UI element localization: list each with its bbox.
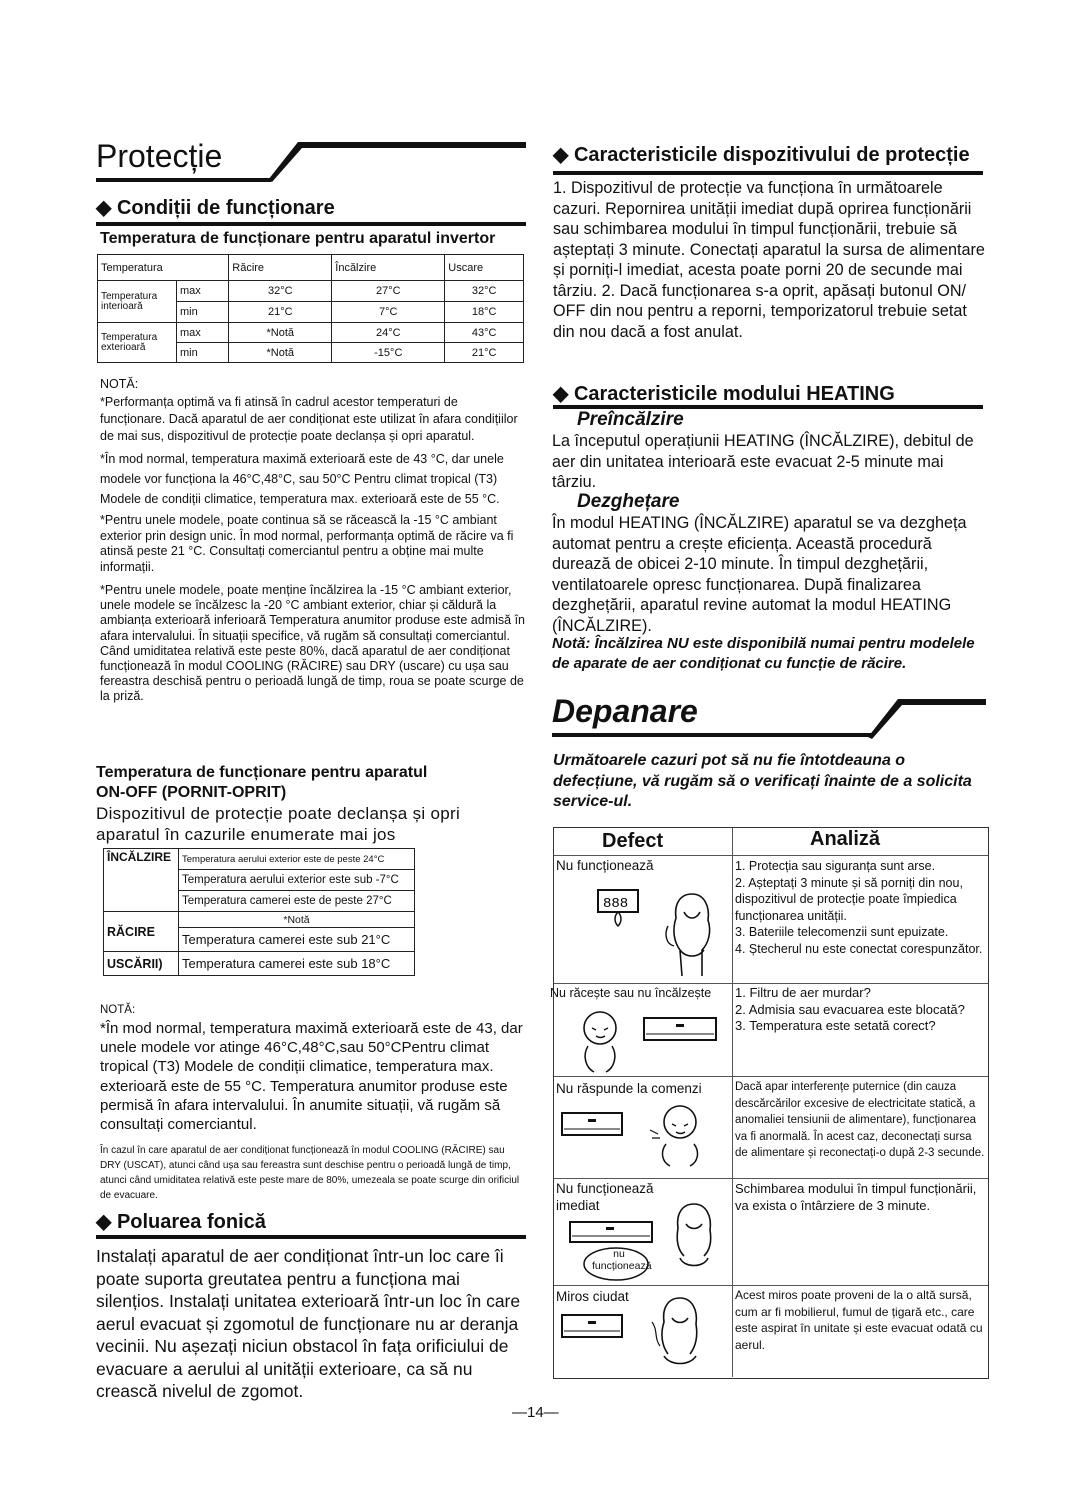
table-cell: max	[177, 281, 229, 302]
analysis-cell: 1. Filtru de aer murdar? 2. Admisia sau evacuarea este blocată? 3. Temperatura este setată corect?	[735, 985, 965, 1033]
onoff-heading-2: ON-OFF (PORNIT-OPRIT)	[96, 784, 287, 801]
person-with-remote-illustration	[644, 1100, 714, 1170]
table-cell: 18°C	[445, 302, 524, 323]
noise-text: Instalați aparatul de aer condiționat într-un loc care îi poate suporta greutatea pentru a funcționa mai silențios. Instalați unitatea exterioară într-un loc în care aerul evacuat și zgomotul de funcționare nu ar deranja vecinii. Nu așezați niciun obstacol în fața orificiului de evacuare a aerului al unității exterioare, ca să nu crească nivelul de zgomot.	[96, 1246, 521, 1401]
table-row-divider	[554, 983, 988, 984]
note2-text: *În mod normal, temperatura maximă exterioară este de 43, dar unele modele vor atinge 46°C,48°C,sau 50°CPentru climat tropical (T3) Modele de condiții climatice, temperatura max. exterioară este de 55 °C. Temperatura anumitor produse este permisă în afara intervalului. În anumite situații, vă rugăm să consultați comerciantul.	[100, 1020, 523, 1134]
table-cell: *Notă	[229, 323, 332, 343]
person-illustration	[662, 890, 722, 980]
note-paragraph: *Pentru unele modele, poate continua să se răcească la -15 °C ambiant exterior prin design unic. În mod normal, performanța optimă de răcire va fi atinsă peste 21 °C. Consultați comerciantul pentru a obține mai multe informații.	[100, 513, 514, 574]
conditions-heading: ◆ Condiții de funcționare	[96, 197, 335, 219]
indoor-unit-illustration	[642, 1016, 722, 1046]
mode-cooling-label: RĂCIRE	[104, 912, 179, 952]
display-digits: 888	[603, 896, 629, 912]
table-row-divider	[554, 1178, 988, 1179]
defect-column-header: Defect	[602, 830, 664, 852]
table-row-divider	[554, 1076, 988, 1077]
table-cell: *Notă	[229, 343, 332, 363]
onoff-intro: Dispozitivul de protecție poate declanșa și opri aparatul în cazurile enumerate mai jos	[96, 804, 461, 844]
inverter-temperature-table	[97, 254, 524, 363]
table-cell: Temperatura exterioară	[98, 323, 177, 363]
table-cell: min	[177, 302, 229, 323]
note-label: NOTĂ:	[100, 377, 139, 391]
table-header: Temperatura	[98, 255, 229, 281]
indoor-unit-illustration	[560, 1313, 630, 1343]
table-row-divider	[554, 855, 988, 856]
indoor-unit-illustration	[568, 1220, 658, 1246]
analysis-cell: Schimbarea modului în timpul funcționării, va exista o întârziere de 3 minute.	[735, 1181, 977, 1213]
table-row-divider	[554, 1285, 988, 1286]
defrost-title: Dezghețare	[577, 491, 680, 512]
remote-display-illustration	[596, 888, 666, 928]
onoff-protection-table	[103, 848, 415, 976]
section-title-protection: Protecție	[96, 138, 223, 174]
noise-rule	[96, 1235, 526, 1239]
table-cell: 7°C	[332, 302, 445, 323]
person-smelling-illustration	[646, 1292, 716, 1372]
defect-cell: Nu răcește sau nu încălzește	[550, 986, 712, 1000]
analysis-cell: 1. Protecția sau siguranța sunt arse. 2. Așteptați 3 minute și să porniți din nou, dispozitivul de protecție poate împiedica funcționarea unității. 3. Bateriile telecomenzii sunt epuizate. 4. Ștecherul nu este conectat corespunzător.	[735, 859, 983, 956]
note-paragraph: *În mod normal, temperatura maximă exterioară este de 43 °C, dar unele modele vor funcționa la 46°C,48°C, sau 50°C Pentru climat tropical (T3) Modele de condiții climatice, temperatura max. exterioară este de 55 °C.	[100, 452, 504, 506]
analysis-cell: Acest miros poate proveni de la o altă sursă, cum ar fi mobilierul, fumul de țigară etc., care este aspirat în unitate și este evacuat odată cu aerul.	[735, 1288, 983, 1352]
analysis-column-header: Analiză	[810, 828, 881, 850]
table-cell: 32°C	[229, 281, 332, 302]
defect-cell: Nu răspunde la comenzi	[556, 1081, 702, 1096]
table-cell: Temperatura aerului exterior este sub -7°C	[179, 870, 415, 891]
defect-cell: Miros ciudat	[556, 1289, 629, 1304]
indoor-unit-illustration	[560, 1111, 630, 1141]
preheat-title: Preîncălzire	[577, 409, 684, 430]
defect-cell: Nu funcționează imediat	[556, 1181, 654, 1213]
table-cell: min	[177, 343, 229, 363]
page-number: —14—	[512, 1404, 559, 1421]
note2-small-text: În cazul în care aparatul de aer condiționat funcționează în modul COOLING (RĂCIRE) sau DRY (USCAT), atunci când ușa sau fereastra sunt deschise pentru o perioadă lungă de timp, atunci când umiditatea relativă este peste mare de 80%, umezeala se poate scurge din orificiul de evacuare.	[100, 1145, 520, 1201]
table-cell: 21°C	[445, 343, 524, 363]
column-divider	[732, 828, 733, 1377]
speech-bubble-text: nu funcționează	[592, 1248, 652, 1272]
table-cell: -15°C	[332, 343, 445, 363]
protect-text: 1. Dispozitivul de protecție va funcționa în următoarele cazuri. Repornirea unității imediat după oprirea funcționării sau schimbarea modului în timpul funcționării, trebuie să așteptați 3 minute. Conectați aparatul la sursa de alimentare și porniți-l imediat, acesta poate porni 20 de secunde mai târziu. 2. Dacă funcționarea s-a oprit, apăsați butonul ON/ OFF din nou pentru a reporni, temporizatorul trebuie setat din nou dacă a fost anulat.	[553, 179, 985, 341]
troubleshoot-slash-decoration	[868, 693, 988, 738]
troubleshoot-title: Depanare	[552, 693, 698, 729]
table-header: Răcire	[229, 255, 332, 281]
table-header: Încălzire	[332, 255, 445, 281]
table-cell: 24°C	[332, 323, 445, 343]
troubleshoot-underline	[552, 733, 872, 737]
mode-heating-label: ÎNCĂLZIRE	[104, 849, 179, 912]
table-cell: Temperatura camerei este sub 21°C	[179, 928, 415, 952]
notes-block	[100, 394, 525, 705]
title-slash-decoration	[268, 140, 528, 185]
defect-cell: Nu funcționează	[556, 858, 654, 873]
heating-note: Notă: Încălzirea NU este disponibilă numai pentru modelele de aparate de aer condiționat cu funcție de răcire.	[552, 635, 975, 672]
inverter-heading: Temperatura de funcționare pentru aparatul invertor	[100, 230, 496, 247]
mode-dry-label: USCĂRII)	[104, 952, 179, 976]
table-cell: Temperatura camerei este de peste 27°C	[179, 891, 415, 912]
noise-heading: ◆ Poluarea fonică	[96, 1211, 266, 1233]
table-cell: Temperatura camerei este sub 18°C	[179, 952, 415, 976]
title-underline	[96, 178, 271, 182]
preheat-text: La începutul operațiunii HEATING (ÎNCĂLZIRE), debitul de aer din unitatea interioară este evacuat 2-5 minute mai târziu.	[552, 432, 974, 491]
table-header: Uscare	[445, 255, 524, 281]
analysis-cell: Dacă apar interferențe puternice (din cauza descărcărilor excesive de electricitate statică, a anomaliei tensiunii de alimentare), funcționarea va fi anormală. În acest caz, deconectați sursa de alimentare și reconectați-o după 2-3 secunde.	[735, 1081, 985, 1159]
table-cell: 27°C	[332, 281, 445, 302]
heating-heading: ◆ Caracteristicile modului HEATING	[553, 383, 895, 405]
person-with-fan-illustration	[572, 1006, 632, 1076]
troubleshoot-intro: Următoarele cazuri pot să nu fie întotdeauna o defecțiune, vă rugăm să o verificați înainte de a solicita service-ul.	[553, 752, 972, 810]
table-cell: Temperatura aerului exterior este de peste 24°C	[179, 849, 415, 870]
table-cell: 43°C	[445, 323, 524, 343]
table-cell: 32°C	[445, 281, 524, 302]
note-paragraph: *Performanța optimă va fi atinsă în cadrul acestor temperaturi de funcționare. Dacă aparatul de aer condiționat este utilizat în afara condițiilor de mai sus, dispozitivul de protecție poate declanșa și opri aparatul.	[100, 395, 518, 443]
table-cell: Temperatura interioară	[98, 281, 177, 323]
protect-rule	[553, 171, 983, 175]
note2-label: NOTĂ:	[100, 1004, 136, 1016]
conditions-rule	[96, 222, 526, 226]
table-cell: 21°C	[229, 302, 332, 323]
table-cell: *Notă	[179, 912, 415, 928]
note-paragraph: *Pentru unele modele, poate menține încălzirea la -15 °C ambiant exterior, unele modele se încălzesc la -20 °C ambiant exterior, chiar și căldură la ambianța exterioară inferioară Temperatura anumitor produse este admisă în afara intervalului. În situații specifice, vă rugăm să consultați comerciantul. Când umiditatea relativă este peste 80%, dacă aparatul de aer condiționat funcționează în modul COOLING (RĂCIRE) sau DRY (uscare) cu ușa sau fereastra deschisă pentru o perioadă lungă de timp, roua se poate scurge de la priză.	[100, 583, 525, 704]
defrost-text: În modul HEATING (ÎNCĂLZIRE) aparatul se va dezgheța automat pentru a crește eficiența. Această procedură durează de obicei 2-10 minute. În timpul dezghețării, ventilatoarele opresc funcționarea. După finalizarea dezghețării, aparatul revine automat la modul HEATING (ÎNCĂLZIRE).	[552, 514, 967, 635]
protect-heading: ◆ Caracteristicile dispozitivului de protecție	[553, 144, 970, 166]
person-illustration	[664, 1200, 724, 1276]
onoff-heading-1: Temperatura de funcționare pentru aparatul	[96, 764, 428, 781]
table-cell: max	[177, 323, 229, 343]
troubleshooting-table	[550, 827, 989, 1379]
